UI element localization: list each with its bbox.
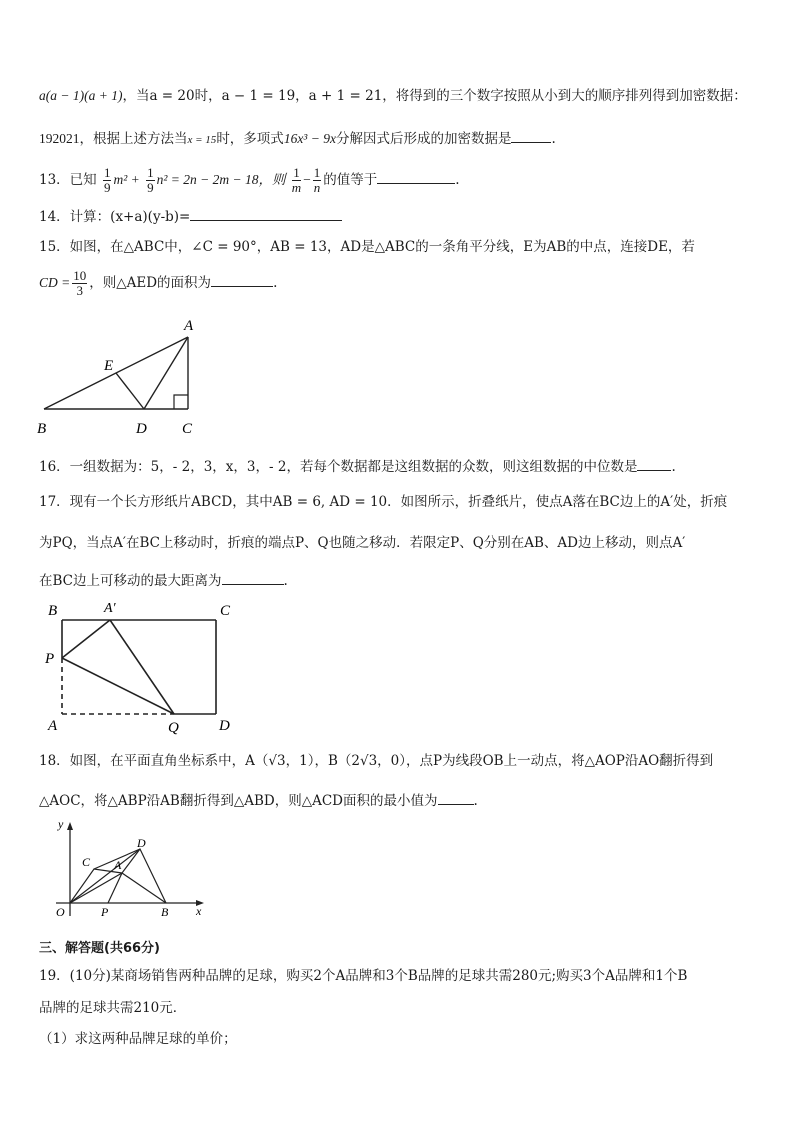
q18-label-o: O xyxy=(56,905,65,919)
q12-answer-blank[interactable] xyxy=(511,128,551,143)
q18-label-x: x xyxy=(196,904,202,918)
q15-triangle-figure xyxy=(34,315,214,440)
q18-end: . xyxy=(473,793,478,809)
q16-answer-blank[interactable] xyxy=(637,456,671,471)
q17-label-d: D xyxy=(219,718,230,734)
q17-label-p: P xyxy=(45,651,55,667)
q18-label-b: B xyxy=(161,905,169,919)
q14-line xyxy=(39,206,342,227)
q15-line2 xyxy=(39,266,277,300)
q16-line xyxy=(39,456,676,477)
q17-line2 xyxy=(39,533,685,553)
q19-line2 xyxy=(39,998,186,1018)
section-3-title: 三、解答题(共66分) xyxy=(39,941,160,956)
q13-prefix: 13．已知 xyxy=(39,172,97,188)
q18-line2-text: △AOC，将△ABP沿AB翻折得到△ABD，则△ACD面积的最小值为 xyxy=(39,793,438,809)
q18-answer-blank[interactable] xyxy=(438,790,474,805)
q18-segment-oa xyxy=(70,873,122,903)
q17-line3 xyxy=(39,570,288,591)
q19-line2-text: 品牌的足球共需210元． xyxy=(39,1000,187,1016)
q13-fraction-1: $\frac{1}{9}$ xyxy=(103,165,111,195)
q17-label-b: B xyxy=(48,603,58,619)
q13-suffix: 的值等于 xyxy=(323,172,378,188)
q12-line2-mid: 时，多项式 xyxy=(216,131,284,147)
q13-fraction-n: $\frac{1}{n}$ xyxy=(313,165,321,195)
q17-rectangle-figure xyxy=(40,598,240,738)
q17-line3-text: 在BC边上可移动的最大距离为 xyxy=(39,573,222,589)
q17-line1-text: 17．现有一个长方形纸片ABCD，其中AB = 6, AD = 10．如图所示，折叠纸片，使点A落在BC边上的A′处，折痕 xyxy=(39,494,728,510)
q12-line2 xyxy=(39,128,556,150)
q15-label-a: A xyxy=(184,318,194,334)
q12-polynomial: 16x³ − 9x xyxy=(283,131,336,146)
q18-label-d: D xyxy=(137,836,146,850)
q14-answer-blank[interactable] xyxy=(190,206,342,221)
q19-sub1-text: （1）求这两种品牌足球的单价； xyxy=(39,1031,237,1047)
q18-label-a: A xyxy=(114,858,122,872)
q17-label-c: C xyxy=(220,603,231,619)
q13-term2: n² = 2n − 2m − 18，则 xyxy=(156,172,286,187)
q18-label-c: C xyxy=(82,855,91,869)
q15-line1-text: 15．如图，在△ABC中，∠C = 90°，AB = 13，AD是△ABC的一条角平分线，E为AB的中点，连接DE，若 xyxy=(39,239,695,255)
q18-coordinate-figure xyxy=(36,816,216,928)
q15-line2-text: ，则△AED的面积为 xyxy=(89,275,212,291)
q17-line1 xyxy=(39,492,727,512)
q18-line1-text: 18．如图，在平面直角坐标系中，A（√3，1），B（2√3，0），点P为线段OB上一动点，将△AOP沿AO翻折得到 xyxy=(39,753,714,769)
q13-fraction-m: $\frac{1}{m}$ xyxy=(291,165,302,195)
q15-label-c: C xyxy=(182,421,193,437)
q13-term1: m² + xyxy=(113,172,140,187)
q12-line2-pre: 192021，根据上述方法当 xyxy=(39,131,188,146)
q17-segment-a1q xyxy=(110,620,174,714)
q15-label-b: B xyxy=(37,421,47,437)
q18-label-p: P xyxy=(101,905,109,919)
q17-segment-pq xyxy=(62,658,174,714)
q13-line xyxy=(39,165,460,195)
q15-segment-ed xyxy=(116,373,144,409)
q19-line1-text: 19．(10分)某商场销售两种品牌的足球，购买2个A品牌和3个B品牌的足球共需280元;购买3个A品牌和1个B xyxy=(39,968,688,984)
q15-cd-fraction: $\frac{10}{3}$ xyxy=(73,268,87,298)
q13-end: . xyxy=(455,172,460,188)
q12-line2-post: 分解因式后形成的加密数据是 xyxy=(335,131,512,147)
q17-label-q: Q xyxy=(168,720,179,736)
q15-end: . xyxy=(273,275,278,291)
q13-minus: − xyxy=(303,172,311,187)
q15-right-angle-mark xyxy=(174,395,188,409)
q16-end: . xyxy=(671,459,676,475)
q15-label-e: E xyxy=(104,358,114,374)
q15-line1 xyxy=(39,237,695,257)
q18-y-axis-arrow xyxy=(67,822,73,830)
q14-text: 14．计算：(x+a)(y-b)= xyxy=(39,209,191,225)
q17-segment-pa1 xyxy=(62,620,110,658)
q12-condition: x = 15 xyxy=(187,134,217,146)
q18-label-y: y xyxy=(58,817,64,831)
q12-line1-text: ，当a = 20时，a − 1 = 19，a + 1 = 21，将得到的三个数字按照从小到大的顺序排列得到加密数据： xyxy=(122,88,747,104)
q17-answer-blank[interactable] xyxy=(222,570,284,585)
q19-line1 xyxy=(39,966,687,986)
q12-expression: a(a − 1)(a + 1) xyxy=(39,88,123,103)
q17-end: . xyxy=(283,573,288,589)
q15-label-d: D xyxy=(136,421,147,437)
q17-label-a: A xyxy=(48,718,58,734)
q15-answer-blank[interactable] xyxy=(211,272,273,287)
q15-cd-label: CD = xyxy=(39,275,71,290)
q13-answer-blank[interactable] xyxy=(377,169,455,184)
q17-label-a-prime: A′ xyxy=(104,601,116,616)
q12-line1 xyxy=(39,86,747,106)
q18-line1 xyxy=(39,751,713,771)
q19-sub1 xyxy=(39,1029,237,1049)
q18-line2 xyxy=(39,790,478,811)
q17-line2-text: 为PQ，当点A′在BC上移动时，折痕的端点P、Q也随之移动．若限定P、Q分别在AB、AD边上移动，则点A′ xyxy=(39,535,686,551)
q13-fraction-2: $\frac{1}{9}$ xyxy=(147,165,154,195)
q12-end: . xyxy=(551,131,556,147)
q16-text: 16．一组数据为：5，- 2，3，x，3，- 2，若每个数据都是这组数据的众数，则这组数据的中位数是 xyxy=(39,459,638,475)
